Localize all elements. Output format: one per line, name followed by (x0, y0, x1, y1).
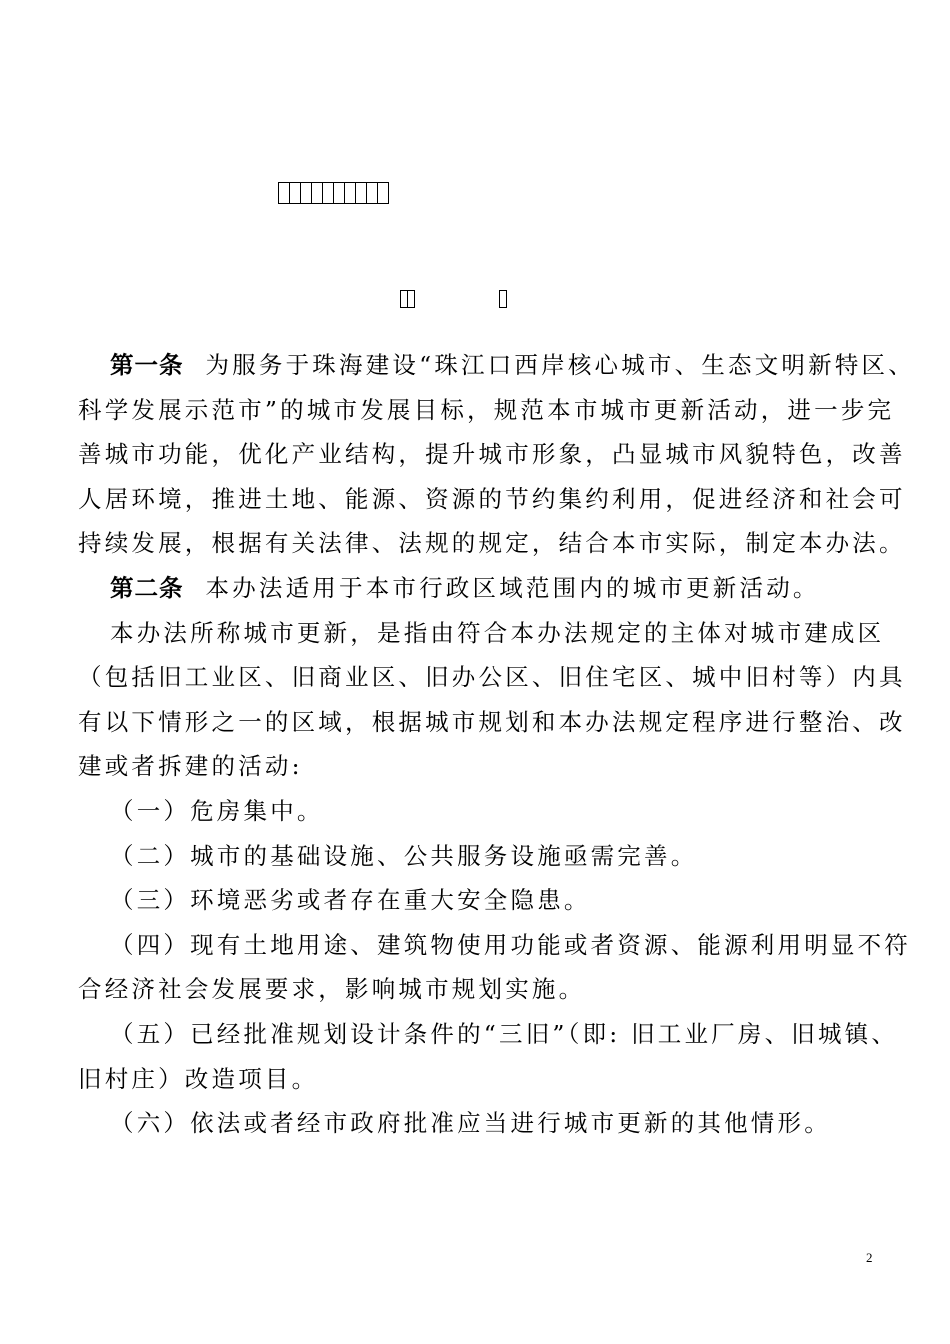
article-text-line: 人居环境，推进土地、能源、资源的节约集约利用，促进经济和社会可 (78, 484, 906, 513)
article-text-line: 有以下情形之一的区域，根据城市规划和本办法规定程序进行整治、改 (78, 707, 906, 736)
document-title-placeholder (278, 182, 388, 204)
article-1 (78, 343, 915, 566)
list-item: （二）城市的基础设施、公共服务设施亟需完善。 (110, 841, 698, 870)
article-text-line: 为服务于珠海建设“珠江口西岸核心城市、生态文明新特区、 (205, 351, 915, 379)
list-item: （五）已经批准规划设计条件的“三旧”（即: 旧工业厂房、旧城镇、 (110, 1019, 899, 1048)
article-text-line: （包括旧工业区、旧商业区、旧办公区、旧住宅区、城中旧村等）内具 (78, 663, 906, 692)
document-body (78, 343, 915, 1146)
list-item: （一）危房集中。 (110, 796, 324, 825)
missing-glyph-box (407, 290, 415, 308)
list-item: （四）现有土地用途、建筑物使用功能或者资源、能源利用明显不符 (110, 930, 911, 959)
list-item: （六）依法或者经市政府批准应当进行城市更新的其他情形。 (110, 1109, 831, 1138)
item-list (78, 789, 911, 1146)
article-text-line: 本办法所称城市更新，是指由符合本办法规定的主体对城市建成区 (110, 618, 885, 647)
list-item: （三）环境恶劣或者存在重大安全隐患。 (110, 886, 591, 915)
chapter-number-placeholder (400, 290, 414, 308)
list-item-continuation: 旧村庄）改造项目。 (78, 1064, 319, 1093)
article-2 (78, 566, 906, 789)
page-number: 2 (866, 1250, 873, 1265)
list-item-continuation: 合经济社会发展要求，影响城市规划实施。 (78, 975, 586, 1004)
article-label: 第一条 (110, 351, 184, 379)
article-label: 第二条 (110, 573, 184, 602)
article-text-line: 本办法适用于本市行政区域范围内的城市更新活动。 (205, 573, 820, 602)
article-text-line: 持续发展，根据有关法律、法规的规定，结合本市实际，制定本办法。 (78, 529, 906, 558)
chapter-title-placeholder (499, 290, 506, 308)
article-text-line: 善城市功能，优化产业结构，提升城市形象，凸显城市风貌特色，改善 (78, 440, 906, 469)
missing-glyph-box (377, 182, 389, 204)
article-text-line: 建或者拆建的活动: (78, 752, 303, 781)
article-text-line: 科学发展示范市”的城市发展目标，规范本市城市更新活动，进一步完 (78, 395, 895, 424)
missing-glyph-box (499, 290, 507, 308)
